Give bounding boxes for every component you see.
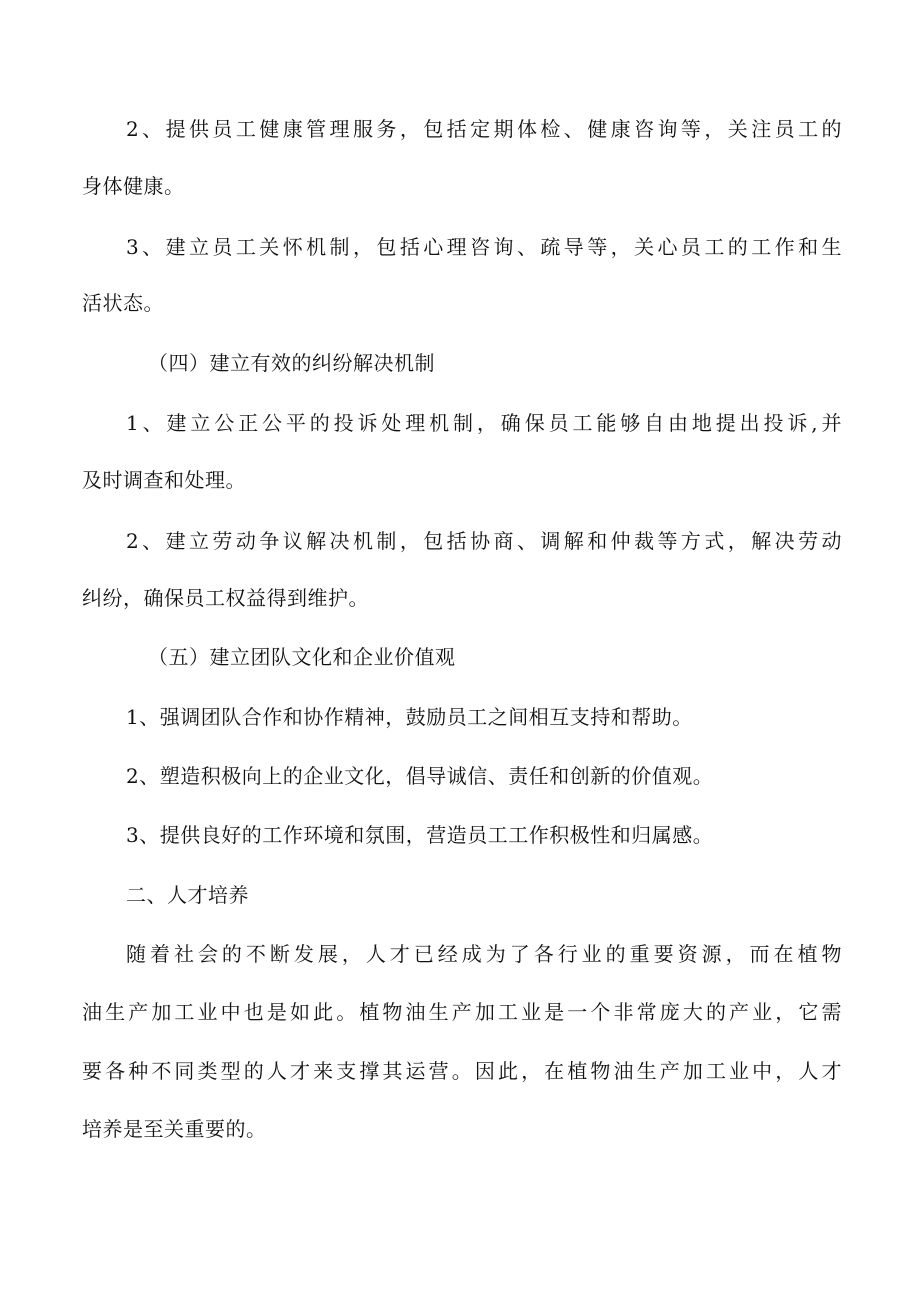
paragraph-line: 1、建立公正公平的投诉处理机制，确保员工能够自由地提出投诉,并 xyxy=(126,411,842,435)
paragraph-line: 3、建立员工关怀机制，包括心理咨询、疏导等，关心员工的工作和生 xyxy=(126,235,842,259)
section-heading: （四）建立有效的纠纷解决机制 xyxy=(148,351,435,375)
paragraph-line: 及时调查和处理。 xyxy=(82,468,246,492)
paragraph-line: 身体健康。 xyxy=(82,174,185,198)
paragraph-line: 活状态。 xyxy=(82,291,164,315)
paragraph-line: 2、塑造积极向上的企业文化，倡导诚信、责任和创新的价值观。 xyxy=(126,764,714,788)
paragraph-line: 要各种不同类型的人才来支撑其运营。因此，在植物油生产加工业中，人才 xyxy=(82,1059,842,1083)
paragraph-line: 2、建立劳动争议解决机制，包括协商、调解和仲裁等方式，解决劳动 xyxy=(126,529,842,553)
section-heading: （五）建立团队文化和企业价值观 xyxy=(148,645,456,669)
paragraph-line: 培养是至关重要的。 xyxy=(82,1117,267,1141)
paragraph-line: 随着社会的不断发展，人才已经成为了各行业的重要资源，而在植物 xyxy=(126,942,842,966)
paragraph-line: 2、提供员工健康管理服务，包括定期体检、健康咨询等，关注员工的 xyxy=(126,117,842,141)
paragraph-line: 1、强调团队合作和协作精神，鼓励员工之间相互支持和帮助。 xyxy=(126,705,693,729)
paragraph-line: 3、提供良好的工作环境和氛围，营造员工工作积极性和归属感。 xyxy=(126,823,714,847)
paragraph-line: 纠纷，确保员工权益得到维护。 xyxy=(82,586,369,610)
chapter-heading: 二、人才培养 xyxy=(126,883,249,907)
paragraph-line: 油生产加工业中也是如此。植物油生产加工业是一个非常庞大的产业，它需 xyxy=(82,1000,842,1024)
